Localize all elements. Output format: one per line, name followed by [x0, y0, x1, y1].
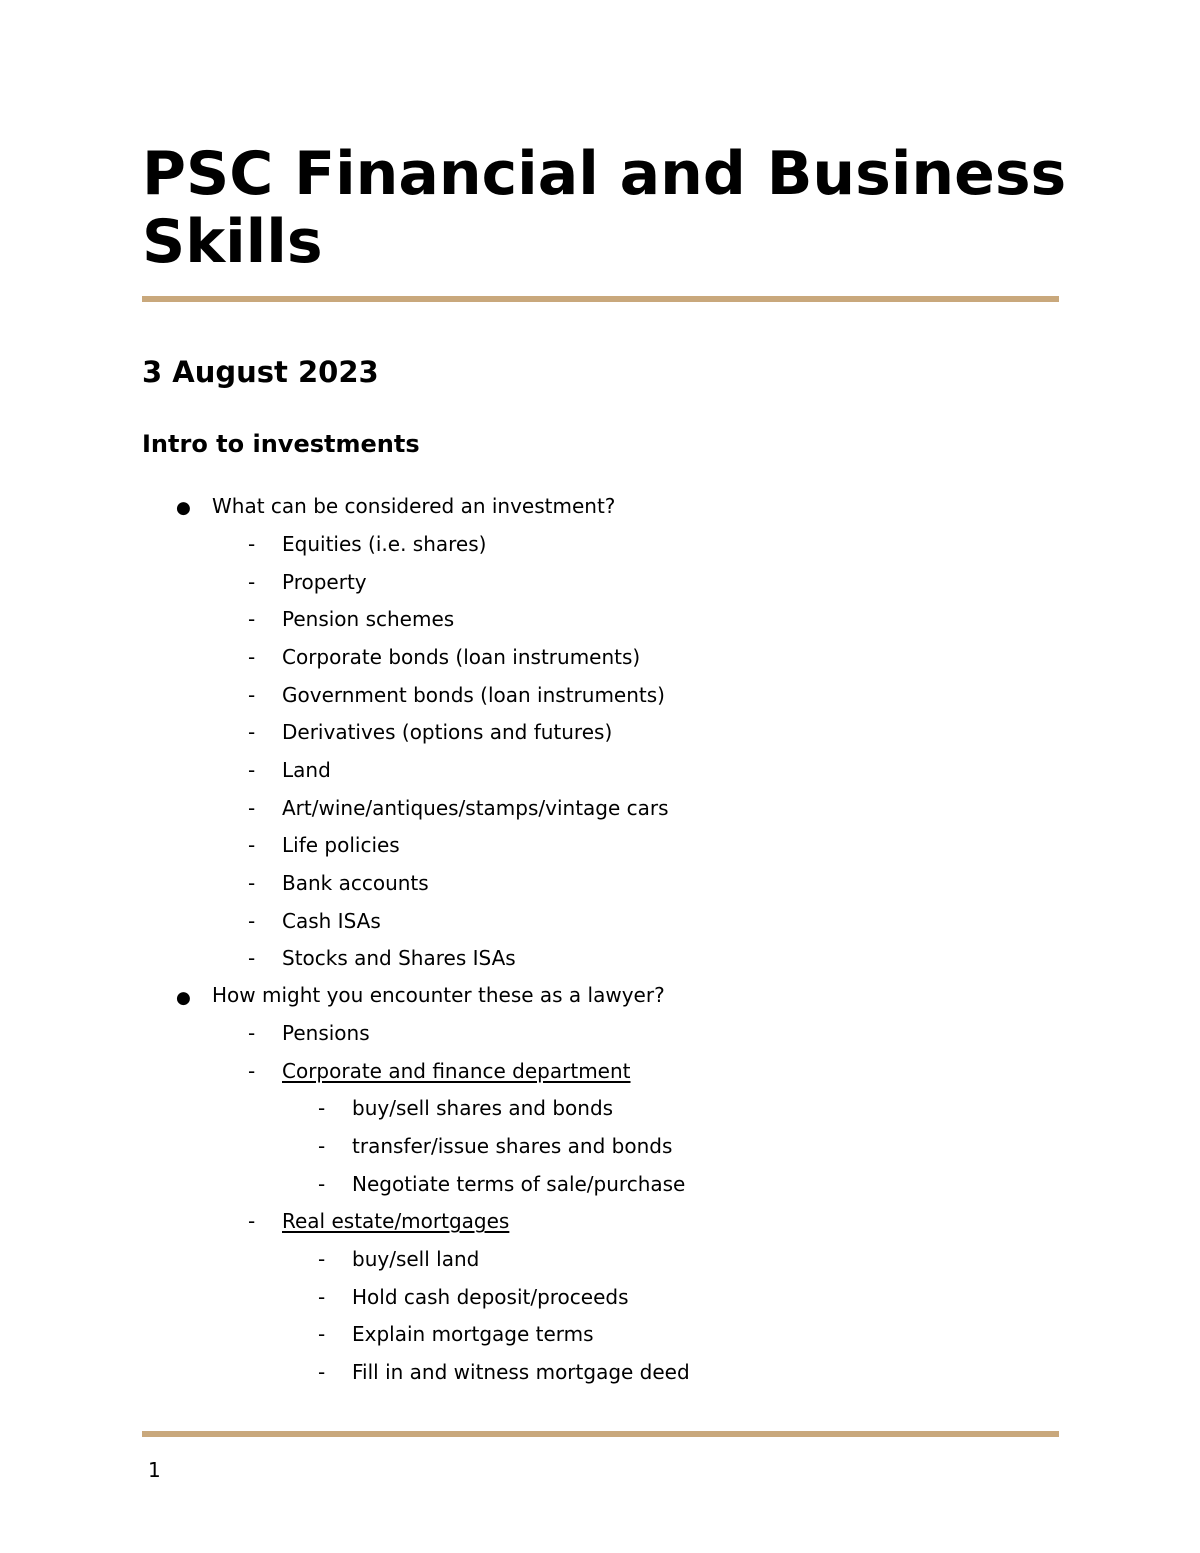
dash-icon: - [318, 1096, 326, 1120]
dash-icon: - [318, 1360, 326, 1384]
dash-icon: - [248, 683, 256, 707]
bullet-icon: ● [176, 498, 191, 518]
dash-icon: - [248, 1059, 256, 1083]
list-item: Art/wine/antiques/stamps/vintage cars [282, 796, 669, 820]
dash-icon: - [248, 871, 256, 895]
dash-icon: - [248, 1021, 256, 1045]
dash-icon: - [248, 833, 256, 857]
dash-icon: - [318, 1285, 326, 1309]
list-item: buy/sell shares and bonds [352, 1096, 614, 1120]
list-item: Cash ISAs [282, 909, 381, 933]
dash-icon: - [318, 1247, 326, 1271]
dash-icon: - [318, 1322, 326, 1346]
dash-icon: - [248, 645, 256, 669]
dash-icon: - [318, 1172, 326, 1196]
subheading-corporate-finance: Corporate and finance department [282, 1059, 631, 1083]
subheading-real-estate: Real estate/mortgages [282, 1209, 510, 1233]
list-item: Hold cash deposit/proceeds [352, 1285, 629, 1309]
dash-icon: - [248, 909, 256, 933]
list-item: Derivatives (options and futures) [282, 720, 613, 744]
section-heading: Intro to investments [142, 430, 420, 458]
dash-icon: - [248, 570, 256, 594]
list-item: Pension schemes [282, 607, 455, 631]
dash-icon: - [248, 796, 256, 820]
page-number: 1 [148, 1458, 161, 1482]
title-divider [142, 296, 1059, 302]
page-title: PSC Financial and Business Skills [142, 139, 1067, 277]
list-item: Pensions [282, 1021, 370, 1045]
list-item: Fill in and witness mortgage deed [352, 1360, 690, 1384]
footer-divider [142, 1431, 1059, 1437]
list-item: Explain mortgage terms [352, 1322, 594, 1346]
list-item: transfer/issue shares and bonds [352, 1134, 673, 1158]
dash-icon: - [248, 946, 256, 970]
list-item: Corporate bonds (loan instruments) [282, 645, 641, 669]
dash-icon: - [248, 532, 256, 556]
dash-icon: - [248, 758, 256, 782]
dash-icon: - [248, 607, 256, 631]
list-item: Negotiate terms of sale/purchase [352, 1172, 686, 1196]
list-item: Equities (i.e. shares) [282, 532, 487, 556]
dash-icon: - [248, 720, 256, 744]
list-item: Life policies [282, 833, 400, 857]
list-item: Government bonds (loan instruments) [282, 683, 665, 707]
list-item: Bank accounts [282, 871, 429, 895]
list-item: buy/sell land [352, 1247, 480, 1271]
list-item: Land [282, 758, 331, 782]
question-lawyer: How might you encounter these as a lawyer? [212, 983, 665, 1007]
bullet-icon: ● [176, 988, 191, 1008]
question-investment: What can be considered an investment? [212, 494, 616, 518]
dash-icon: - [318, 1134, 326, 1158]
dash-icon: - [248, 1209, 256, 1233]
date-heading: 3 August 2023 [142, 355, 379, 389]
list-item: Property [282, 570, 367, 594]
list-item: Stocks and Shares ISAs [282, 946, 516, 970]
